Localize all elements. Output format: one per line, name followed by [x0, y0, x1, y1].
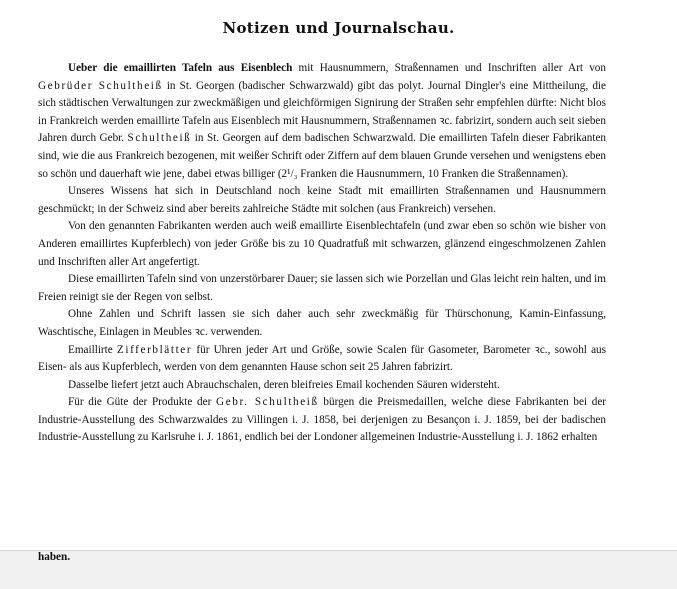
company-name: Gebr. Schultheiß [216, 396, 319, 409]
article-body [38, 60, 606, 447]
paragraph-germany: Unseres Wissens hat sich in Deutschland noch keine Stadt mit emaillirten Straßennamen und Hausnummern geschmückt; in der Schweiz sind aber bereits zahlreiche Städte mit solchen (aus Frankreich) versehen. [38, 185, 606, 215]
paragraph-tail: haben. [38, 551, 71, 563]
spaced-term: Zifferblätter [116, 343, 193, 356]
paragraph-dials: Emaillirte Zifferblätter für Uhren jeder Art und Größe, sowie Scalen für Gasometer, Barometer ꝛc., sowohl aus Eisen- als aus Kupferblech, werden von dem genannten Hause schon seit 25 Jahren fabrizirt. [38, 343, 607, 374]
company-name: Schultheiß [127, 132, 192, 145]
paragraph-bowls: Dasselbe liefert jetzt auch Abrauchschalen, deren bleifreies Email kochenden Säuren widersteht. [68, 378, 500, 391]
paragraph-enamel-plates: Ueber die emaillirten Tafeln aus Eisenblech mit Hausnummern, Straßennamen und Inschriften aller Art von Gebrüder Schultheiß in St. Georgen (badischer Schwarzwald) gibt das polyt. Journal Dingler's eine Mittheilung, die sich städtischen Verwaltungen zur zweckmäßigen und gleichförmigen Signirung der Straßen sehr empfehlen dürfte: Nicht blos in Frankreich werden emaillirte Tafeln aus Eisenblech mit Hausnummern, Straßennamen ꝛc. fabrizirt, sondern auch seit sieben Jahren durch Gebr. Schultheiß in St. Georgen auf dem badischen Schwarzwald. Die emaillirten Tafeln dieser Fabrikanten sind, wie die aus Frankreich bezogenen, mit weißer Schrift oder Ziffern auf dem blauen Grunde versehen und wenigstens eben so schön und dauerhaft wie jene, dabei etwas billiger (2¹/₃ Franken die Hausnummern, 10 Franken die Straßennamen). [38, 62, 607, 180]
paragraph-uses: Ohne Zahlen und Schrift lassen sie sich daher auch sehr zweckmäßig für Thürschonung, Kamin-Einfassung, Waschtische, Einlagen in Meubles ꝛc. verwenden. [38, 308, 606, 338]
lead-heading: Ueber die emaillirten Tafeln aus Eisenblech [68, 62, 293, 74]
page-title: Notizen und Journalschau. [222, 19, 455, 37]
paragraph-durability: Diese emaillirten Tafeln sind von unzerstörbarer Dauer; sie lassen sich wie Porzellan und Glas leicht rein halten, und im Freien reinigt sie der Regen von selbst. [38, 273, 606, 303]
paragraph-medals: Für die Güte der Produkte der Gebr. Schultheiß bürgen die Preismedaillen, welche diese Fabrikanten bei der Industrie-Ausstellung des Schwarzwaldes zu Villingen i. J. 1858, bei derjenigen zu Besançon i. J. 1859, bei der badischen Industrie-Ausstellung zu Karlsruhe i. J. 1861, endlich bei der Londoner allgemeinen Industrie-Ausstellung i. J. 1862 erhalten [38, 396, 607, 444]
paragraph-white-plates: Von den genannten Fabrikanten werden auch weiß emaillirte Eisenblechtafeln (und zwar eben so schön wie bisher von Anderen emaillirtes Kupferblech) von jeder Größe bis zu 10 Quadratfuß mit schwarzen, glänzend eingeschmolzenen Zahlen und Inschriften aller Art angefertigt. [38, 220, 606, 268]
viewer-background [0, 550, 677, 589]
company-name: Gebrüder Schultheiß [38, 79, 163, 92]
